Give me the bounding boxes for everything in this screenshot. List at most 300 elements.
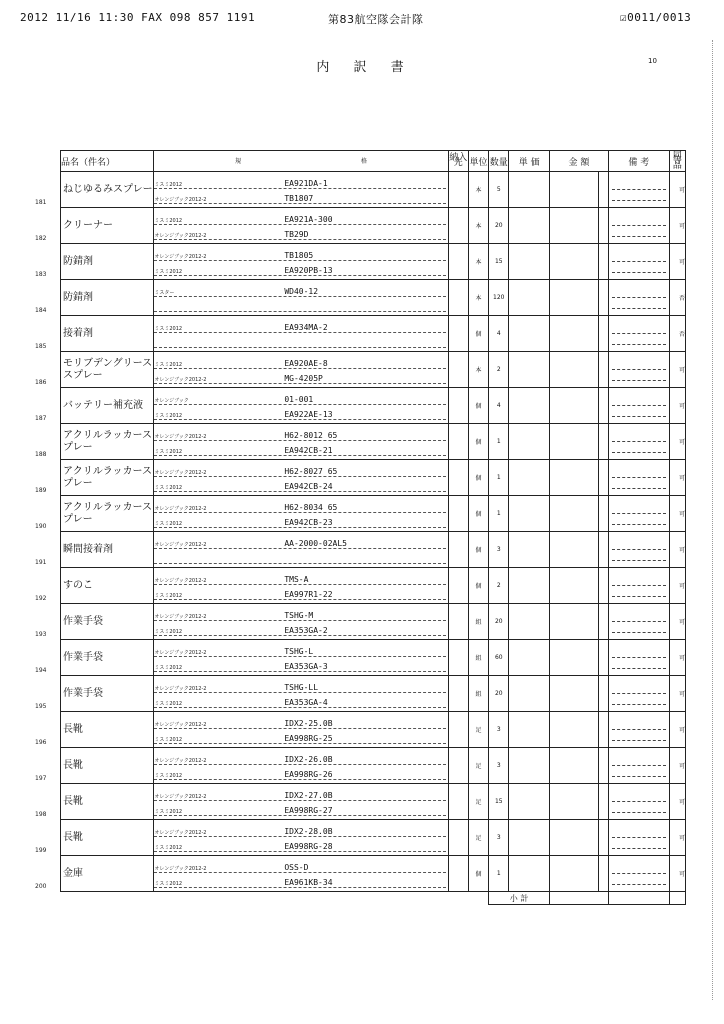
unit-price-cell bbox=[509, 172, 550, 208]
qty-cell: 3 bbox=[489, 532, 509, 568]
spec-model: EA998RG-26 bbox=[284, 769, 333, 779]
spec-line bbox=[154, 515, 445, 528]
spec-model: TSHG-LL bbox=[284, 682, 319, 692]
spec-model: EA353GA-4 bbox=[284, 697, 328, 707]
spec-line bbox=[154, 551, 445, 564]
note-cell bbox=[608, 316, 669, 352]
spec-model: EA998RG-28 bbox=[284, 841, 333, 851]
spec-model: IDX2-25.0B bbox=[284, 718, 333, 728]
unit-cell: 個 bbox=[468, 316, 488, 352]
spec-model: MG-4205P bbox=[284, 373, 323, 383]
note-cell bbox=[608, 208, 669, 244]
spec-cell bbox=[154, 748, 448, 784]
remarks-cell: 可 bbox=[669, 424, 685, 460]
spec-model: AA-2000-02AL5 bbox=[284, 538, 347, 548]
qty-cell: 4 bbox=[489, 316, 509, 352]
table-row bbox=[61, 856, 686, 892]
amount-cell bbox=[550, 820, 599, 856]
spec-cell bbox=[154, 424, 448, 460]
table-row bbox=[61, 640, 686, 676]
amount-cell bbox=[550, 316, 599, 352]
unit-cell: 個 bbox=[468, 424, 488, 460]
remarks-cell: 可 bbox=[669, 172, 685, 208]
spec-model: EA921DA-1 bbox=[284, 178, 328, 188]
qty-cell: 3 bbox=[489, 820, 509, 856]
table-row bbox=[61, 460, 686, 496]
pref-cell bbox=[448, 856, 468, 892]
amount-sub-cell bbox=[598, 460, 608, 496]
unit-price-cell bbox=[509, 568, 550, 604]
amount-cell bbox=[550, 784, 599, 820]
amount-cell bbox=[550, 748, 599, 784]
spec-source: オレンジブック2012-2 bbox=[154, 649, 207, 656]
spec-source: ミスミ2012 bbox=[154, 325, 183, 332]
item-name-cell bbox=[35, 316, 154, 352]
table-row bbox=[61, 532, 686, 568]
item-name-cell bbox=[35, 532, 154, 568]
spec-model: OSS-D bbox=[284, 862, 309, 872]
remarks-cell: 可 bbox=[669, 532, 685, 568]
spec-source: ミスミ2012 bbox=[154, 217, 183, 224]
spec-cell bbox=[154, 568, 448, 604]
item-name-cell bbox=[35, 676, 154, 712]
note-cell bbox=[608, 820, 669, 856]
unit-cell: 本 bbox=[468, 172, 488, 208]
amount-sub-cell bbox=[598, 280, 608, 316]
amount-cell bbox=[550, 424, 599, 460]
pref-cell bbox=[448, 208, 468, 244]
document-title: 内 訳 書 bbox=[316, 60, 414, 75]
unit-cell: 個 bbox=[468, 388, 488, 424]
amount-cell bbox=[550, 388, 599, 424]
spec-model: IDX2-28.0B bbox=[284, 826, 333, 836]
amount-cell bbox=[550, 460, 599, 496]
spec-cell bbox=[154, 784, 448, 820]
item-name: クリーナー bbox=[63, 219, 113, 231]
table-row bbox=[61, 820, 686, 856]
note-cell bbox=[608, 460, 669, 496]
spec-model: EA353GA-2 bbox=[284, 625, 328, 635]
spec-source: ミスミ2012 bbox=[154, 448, 183, 455]
spec-source: ミスミ2012 bbox=[154, 520, 183, 527]
item-name: アクリルラッカースプレー bbox=[63, 429, 152, 453]
pref-cell bbox=[448, 676, 468, 712]
spec-source: ミスミ2012 bbox=[154, 772, 183, 779]
unit-price-cell bbox=[509, 460, 550, 496]
spec-source: ミスミ2012 bbox=[154, 412, 183, 419]
pref-cell bbox=[448, 460, 468, 496]
spec-source: オレンジブック2012-2 bbox=[154, 376, 207, 383]
spec-model: EA961KB-34 bbox=[284, 877, 333, 887]
spec-model: EA934MA-2 bbox=[284, 322, 328, 332]
spec-model: EA922AE-13 bbox=[284, 409, 333, 419]
item-number: 192 bbox=[35, 595, 47, 602]
spec-source: オレンジブック2012-2 bbox=[154, 865, 207, 872]
spec-source: ミスミ2012 bbox=[154, 361, 183, 368]
table-row bbox=[61, 784, 686, 820]
note-cell bbox=[608, 244, 669, 280]
table-row bbox=[61, 496, 686, 532]
item-name: 接着剤 bbox=[63, 327, 93, 339]
spec-cell bbox=[154, 460, 448, 496]
amount-cell bbox=[550, 352, 599, 388]
pref-cell bbox=[448, 316, 468, 352]
spec-line bbox=[154, 767, 445, 780]
col-name: 品名（件名） bbox=[61, 151, 154, 172]
item-number: 199 bbox=[35, 847, 47, 854]
unit-cell: 組 bbox=[468, 604, 488, 640]
note-cell bbox=[608, 172, 669, 208]
unit-price-cell bbox=[509, 676, 550, 712]
spec-source: オレンジブック2012-2 bbox=[154, 433, 207, 440]
spec-line bbox=[154, 227, 445, 240]
item-name: ねじゆるみスプレー bbox=[63, 183, 153, 195]
spec-line bbox=[154, 263, 445, 276]
table-row bbox=[61, 676, 686, 712]
spec-line bbox=[154, 536, 445, 549]
item-number: 183 bbox=[35, 271, 47, 278]
amount-cell bbox=[550, 172, 599, 208]
spec-line bbox=[154, 587, 445, 600]
spec-model: TSHG-M bbox=[284, 610, 314, 620]
spec-line bbox=[154, 716, 445, 729]
item-name: 作業手袋 bbox=[63, 687, 103, 699]
spec-line bbox=[154, 644, 445, 657]
item-name: アクリルラッカースプレー bbox=[63, 501, 152, 525]
spec-source: ミスミ2012 bbox=[154, 592, 183, 599]
spec-cell bbox=[154, 820, 448, 856]
item-name-cell bbox=[35, 856, 154, 892]
spec-source: ミスミ2012 bbox=[154, 268, 183, 275]
unit-cell: 本 bbox=[468, 280, 488, 316]
item-number: 198 bbox=[35, 811, 47, 818]
qty-cell: 2 bbox=[489, 568, 509, 604]
scan-edge bbox=[712, 40, 715, 1000]
pref-cell bbox=[448, 172, 468, 208]
item-name: バッテリー補充液 bbox=[63, 399, 143, 411]
spec-line bbox=[154, 191, 445, 204]
unit-cell: 足 bbox=[468, 748, 488, 784]
spec-line bbox=[154, 659, 445, 672]
col-amount: 金 額 bbox=[550, 151, 609, 172]
spec-cell bbox=[154, 604, 448, 640]
spec-source: ミスミ2012 bbox=[154, 880, 183, 887]
spec-model: IDX2-26.0B bbox=[284, 754, 333, 764]
fax-page bbox=[620, 11, 691, 24]
item-name: 長靴 bbox=[63, 831, 83, 843]
item-number: 195 bbox=[35, 703, 47, 710]
item-number: 188 bbox=[35, 451, 47, 458]
spec-line bbox=[154, 875, 445, 888]
spec-line bbox=[154, 320, 445, 333]
item-number: 190 bbox=[35, 523, 47, 530]
remarks-cell: 可 bbox=[669, 460, 685, 496]
spec-source: ミスター bbox=[154, 289, 175, 296]
unit-cell: 個 bbox=[468, 856, 488, 892]
item-number: 197 bbox=[35, 775, 47, 782]
spec-line bbox=[154, 356, 445, 369]
amount-sub-cell bbox=[598, 208, 608, 244]
unit-cell: 足 bbox=[468, 820, 488, 856]
spec-model: EA997R1-22 bbox=[284, 589, 333, 599]
spec-line bbox=[154, 572, 445, 585]
spec-line bbox=[154, 464, 445, 477]
amount-cell bbox=[550, 208, 599, 244]
qty-cell: 3 bbox=[489, 712, 509, 748]
qty-cell: 60 bbox=[489, 640, 509, 676]
item-name-cell bbox=[35, 712, 154, 748]
table-row bbox=[61, 316, 686, 352]
unit-cell: 個 bbox=[468, 532, 488, 568]
remarks-cell: 可 bbox=[669, 676, 685, 712]
pref-cell bbox=[448, 244, 468, 280]
remarks-cell: 可 bbox=[669, 388, 685, 424]
spec-line bbox=[154, 212, 445, 225]
remarks-cell: 否 bbox=[669, 316, 685, 352]
remarks-cell: 可 bbox=[669, 568, 685, 604]
spec-model: EA921A-300 bbox=[284, 214, 333, 224]
table-row bbox=[61, 208, 686, 244]
item-name: 長靴 bbox=[63, 759, 83, 771]
item-name: すのこ bbox=[63, 579, 93, 591]
spec-source: ミスミ2012 bbox=[154, 736, 183, 743]
item-name-cell bbox=[35, 352, 154, 388]
spec-source: ミスミ2012 bbox=[154, 844, 183, 851]
table-row bbox=[61, 280, 686, 316]
spec-line bbox=[154, 479, 445, 492]
spec-source: オレンジブック2012-2 bbox=[154, 469, 207, 476]
spec-line bbox=[154, 623, 445, 636]
pref-cell bbox=[448, 280, 468, 316]
spec-source: オレンジブック2012-2 bbox=[154, 541, 207, 548]
fax-datetime: 2012 11/16 11:30 bbox=[20, 11, 134, 24]
table-row bbox=[61, 244, 686, 280]
table-row bbox=[61, 352, 686, 388]
pref-cell bbox=[448, 568, 468, 604]
amount-sub-cell bbox=[598, 568, 608, 604]
spec-line bbox=[154, 284, 445, 297]
unit-price-cell bbox=[509, 352, 550, 388]
item-name-cell bbox=[35, 424, 154, 460]
fax-number: 098 857 1191 bbox=[169, 11, 256, 24]
item-name: 作業手袋 bbox=[63, 651, 103, 663]
spec-cell bbox=[154, 676, 448, 712]
spec-model: TMS-A bbox=[284, 574, 309, 584]
amount-sub-cell bbox=[598, 676, 608, 712]
amount-sub-cell bbox=[598, 352, 608, 388]
note-cell bbox=[608, 568, 669, 604]
note-cell bbox=[608, 532, 669, 568]
qty-cell: 1 bbox=[489, 856, 509, 892]
spec-line bbox=[154, 335, 445, 348]
spec-cell bbox=[154, 280, 448, 316]
unit-cell: 個 bbox=[468, 568, 488, 604]
unit-cell: 組 bbox=[468, 640, 488, 676]
qty-cell: 2 bbox=[489, 352, 509, 388]
spec-source: ミスミ2012 bbox=[154, 808, 183, 815]
unit-price-cell bbox=[509, 496, 550, 532]
spec-cell bbox=[154, 496, 448, 532]
item-number: 193 bbox=[35, 631, 47, 638]
spec-line bbox=[154, 731, 445, 744]
fax-label: FAX bbox=[141, 11, 163, 24]
item-name-cell bbox=[35, 640, 154, 676]
remarks-cell: 可 bbox=[669, 208, 685, 244]
item-name: 長靴 bbox=[63, 795, 83, 807]
spec-source: オレンジブック2012-2 bbox=[154, 253, 207, 260]
item-name: 作業手袋 bbox=[63, 615, 103, 627]
pref-cell bbox=[448, 820, 468, 856]
pref-cell bbox=[448, 640, 468, 676]
spec-cell bbox=[154, 208, 448, 244]
spec-line bbox=[154, 803, 445, 816]
unit-cell: 本 bbox=[468, 244, 488, 280]
spec-model: EA942CB-24 bbox=[284, 481, 333, 491]
spec-cell bbox=[154, 316, 448, 352]
unit-price-cell bbox=[509, 712, 550, 748]
item-name: モリブデングリーススプレー bbox=[63, 357, 153, 381]
unit-price-cell bbox=[509, 316, 550, 352]
unit-price-cell bbox=[509, 856, 550, 892]
spec-model: EA998RG-25 bbox=[284, 733, 333, 743]
amount-cell bbox=[550, 676, 599, 712]
spec-source: ミスミ2012 bbox=[154, 628, 183, 635]
spec-source: オレンジブック2012-2 bbox=[154, 505, 207, 512]
note-cell bbox=[608, 496, 669, 532]
spec-model: H62-8027 65 bbox=[284, 466, 338, 476]
spec-source: オレンジブック bbox=[154, 397, 189, 404]
qty-cell: 15 bbox=[489, 784, 509, 820]
item-number: 196 bbox=[35, 739, 47, 746]
table-row bbox=[61, 388, 686, 424]
spec-source: オレンジブック2012-2 bbox=[154, 685, 207, 692]
amount-cell bbox=[550, 244, 599, 280]
remarks-cell: 可 bbox=[669, 352, 685, 388]
note-cell bbox=[608, 784, 669, 820]
unit-price-cell bbox=[509, 820, 550, 856]
unit-price-cell bbox=[509, 604, 550, 640]
spec-line bbox=[154, 428, 445, 441]
unit-price-cell bbox=[509, 208, 550, 244]
col-qty: 数量 bbox=[489, 151, 509, 172]
qty-cell: 3 bbox=[489, 748, 509, 784]
spec-line bbox=[154, 299, 445, 312]
spec-source: オレンジブック2012-2 bbox=[154, 721, 207, 728]
remarks-cell: 可 bbox=[669, 496, 685, 532]
item-name: 防錆剤 bbox=[63, 255, 93, 267]
qty-cell: 20 bbox=[489, 604, 509, 640]
amount-cell bbox=[550, 280, 599, 316]
spec-cell bbox=[154, 352, 448, 388]
spec-line bbox=[154, 752, 445, 765]
table-row bbox=[61, 712, 686, 748]
spec-source: ミスミ2012 bbox=[154, 484, 183, 491]
pref-cell bbox=[448, 784, 468, 820]
spec-cell bbox=[154, 856, 448, 892]
item-name-cell bbox=[35, 568, 154, 604]
amount-cell bbox=[550, 604, 599, 640]
qty-cell: 120 bbox=[489, 280, 509, 316]
amount-cell bbox=[550, 640, 599, 676]
pref-cell bbox=[448, 352, 468, 388]
table-row bbox=[61, 568, 686, 604]
pref-cell bbox=[448, 532, 468, 568]
spec-model: 01-001 bbox=[284, 394, 314, 404]
unit-cell: 本 bbox=[468, 208, 488, 244]
spec-model: EA942CB-21 bbox=[284, 445, 333, 455]
table-row bbox=[61, 172, 686, 208]
spec-model: EA353GA-3 bbox=[284, 661, 328, 671]
spec-source: ミスミ2012 bbox=[154, 700, 183, 707]
item-number: 194 bbox=[35, 667, 47, 674]
spec-model: EA942CB-23 bbox=[284, 517, 333, 527]
item-name-cell bbox=[35, 784, 154, 820]
col-spec bbox=[154, 151, 448, 172]
note-cell bbox=[608, 712, 669, 748]
remarks-cell: 可 bbox=[669, 856, 685, 892]
item-name: 防錆剤 bbox=[63, 291, 93, 303]
remarks-cell: 否 bbox=[669, 280, 685, 316]
col-remarks: 同等品 bbox=[669, 151, 685, 172]
note-cell bbox=[608, 280, 669, 316]
spec-model: WD40-12 bbox=[284, 286, 319, 296]
note-cell bbox=[608, 676, 669, 712]
table-header bbox=[61, 151, 686, 172]
pref-cell bbox=[448, 388, 468, 424]
remarks-cell: 可 bbox=[669, 640, 685, 676]
spec-source: オレンジブック2012-2 bbox=[154, 829, 207, 836]
amount-cell bbox=[550, 532, 599, 568]
unit-price-cell bbox=[509, 424, 550, 460]
col-unit-price: 単 価 bbox=[509, 151, 550, 172]
amount-sub-cell bbox=[598, 820, 608, 856]
spec-line bbox=[154, 860, 445, 873]
spec-line bbox=[154, 695, 445, 708]
unit-cell: 個 bbox=[468, 496, 488, 532]
unit-price-cell bbox=[509, 280, 550, 316]
unit-price-cell bbox=[509, 388, 550, 424]
unit-price-cell bbox=[509, 748, 550, 784]
unit-price-cell bbox=[509, 640, 550, 676]
amount-sub-cell bbox=[598, 496, 608, 532]
item-name-cell bbox=[35, 280, 154, 316]
col-spec-b: 格 bbox=[360, 158, 367, 165]
qty-cell: 1 bbox=[489, 424, 509, 460]
qty-cell: 1 bbox=[489, 460, 509, 496]
spec-model: EA920PB-13 bbox=[284, 265, 333, 275]
amount-sub-cell bbox=[598, 604, 608, 640]
spec-line bbox=[154, 680, 445, 693]
note-cell bbox=[608, 352, 669, 388]
spec-source: オレンジブック2012-2 bbox=[154, 577, 207, 584]
qty-cell: 20 bbox=[489, 208, 509, 244]
note-cell bbox=[608, 604, 669, 640]
item-name-cell bbox=[35, 496, 154, 532]
amount-sub-cell bbox=[598, 712, 608, 748]
spec-source: オレンジブック2012-2 bbox=[154, 196, 207, 203]
qty-cell: 20 bbox=[489, 676, 509, 712]
unit-price-cell bbox=[509, 244, 550, 280]
spec-source: ミスミ2012 bbox=[154, 664, 183, 671]
item-number: 186 bbox=[35, 379, 47, 386]
qty-cell: 5 bbox=[489, 172, 509, 208]
fax-header-datetime bbox=[20, 11, 255, 24]
spec-cell bbox=[154, 640, 448, 676]
spec-model: TB1807 bbox=[284, 193, 314, 203]
amount-sub-cell bbox=[598, 532, 608, 568]
item-number: 200 bbox=[35, 883, 47, 890]
spec-model: EA920AE-8 bbox=[284, 358, 328, 368]
